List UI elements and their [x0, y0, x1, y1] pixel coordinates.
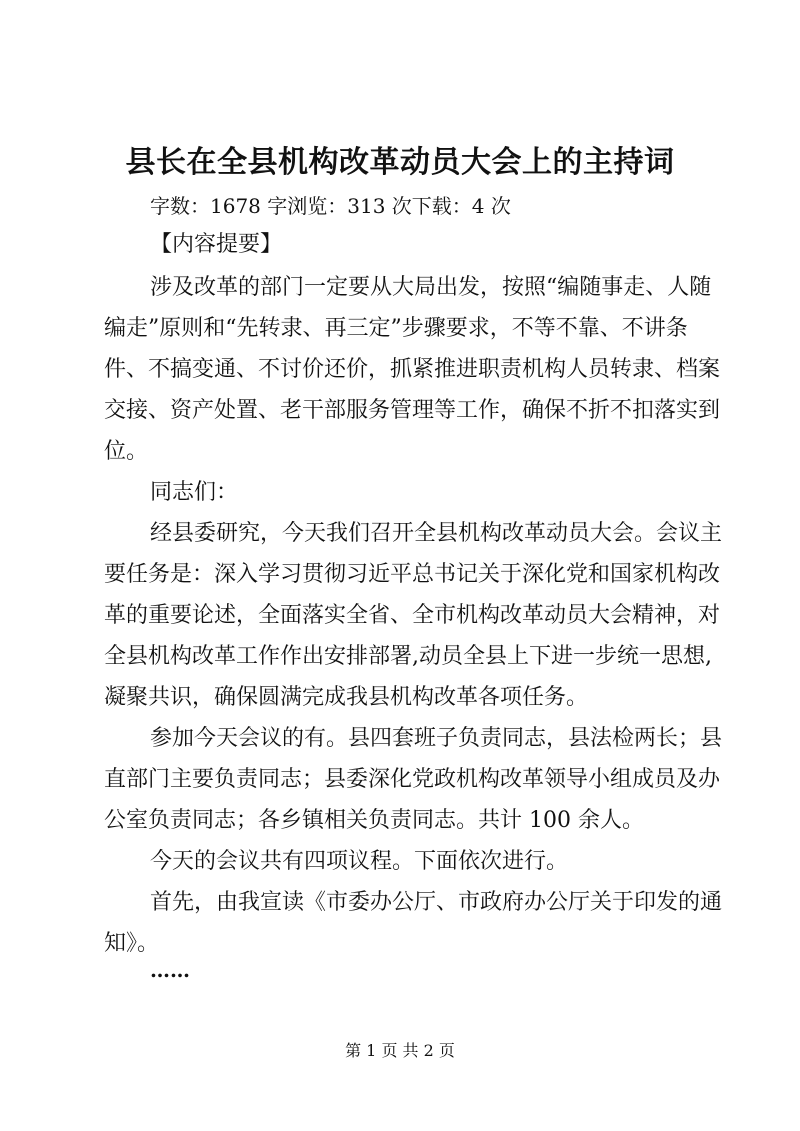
summary-line: 涉及改革的部门一定要从大局出发，按照“编随事走、人随 — [150, 275, 712, 300]
ellipsis: …… — [150, 958, 190, 982]
summary-line: 交接、资产处置、老干部服务管理等工作，确保不折不扣落实到 — [104, 398, 721, 423]
paragraph-line: 经县委研究，今天我们召开全县机构改革动员大会。会议主 — [150, 521, 723, 546]
page-footer: 第 1 页 共 2 页 — [345, 1041, 455, 1060]
greeting: 同志们： — [150, 480, 239, 505]
paragraph-line: 今天的会议共有四项议程。下面依次进行。 — [150, 849, 569, 874]
paragraph-line: 知》。 — [104, 931, 160, 956]
document-meta: 字数：1678 字浏览：313 次下载：4 次 — [150, 194, 511, 218]
summary-line: 件、不搞变通、不讨价还价，抓紧推进职责机构人员转隶、档案 — [104, 357, 721, 382]
paragraph-line: 要任务是：深入学习贯彻习近平总书记关于深化党和国家机构改 — [104, 562, 721, 587]
summary-line: 编走”原则和“先转隶、再三定”步骤要求，不等不靠、不讲条 — [104, 316, 688, 341]
paragraph-line: 革的重要论述，全面落实全省、全市机构改革动员大会精神，对 — [104, 603, 721, 628]
summary-line: 位。 — [104, 439, 149, 464]
paragraph-line: 参加今天会议的有。县四套班子负责同志，县法检两长；县 — [150, 726, 723, 751]
paragraph-line: 凝聚共识，确保圆满完成我县机构改革各项任务。 — [104, 685, 589, 710]
document-title: 县长在全县机构改革动员大会上的主持词 — [125, 145, 675, 180]
paragraph-line: 首先，由我宣读《市委办公厅、市政府办公厅关于印发的通 — [150, 890, 723, 915]
paragraph-line: 直部门主要负责同志；县委深化党政机构改革领导小组成员及办 — [104, 767, 721, 792]
paragraph-line: 全县机构改革工作作出安排部署,动员全县上下进一步统一思想, — [104, 644, 712, 669]
summary-heading: 【内容提要】 — [150, 232, 283, 257]
paragraph-line: 公室负责同志；各乡镇相关负责同志。共计 100 余人。 — [104, 808, 644, 833]
